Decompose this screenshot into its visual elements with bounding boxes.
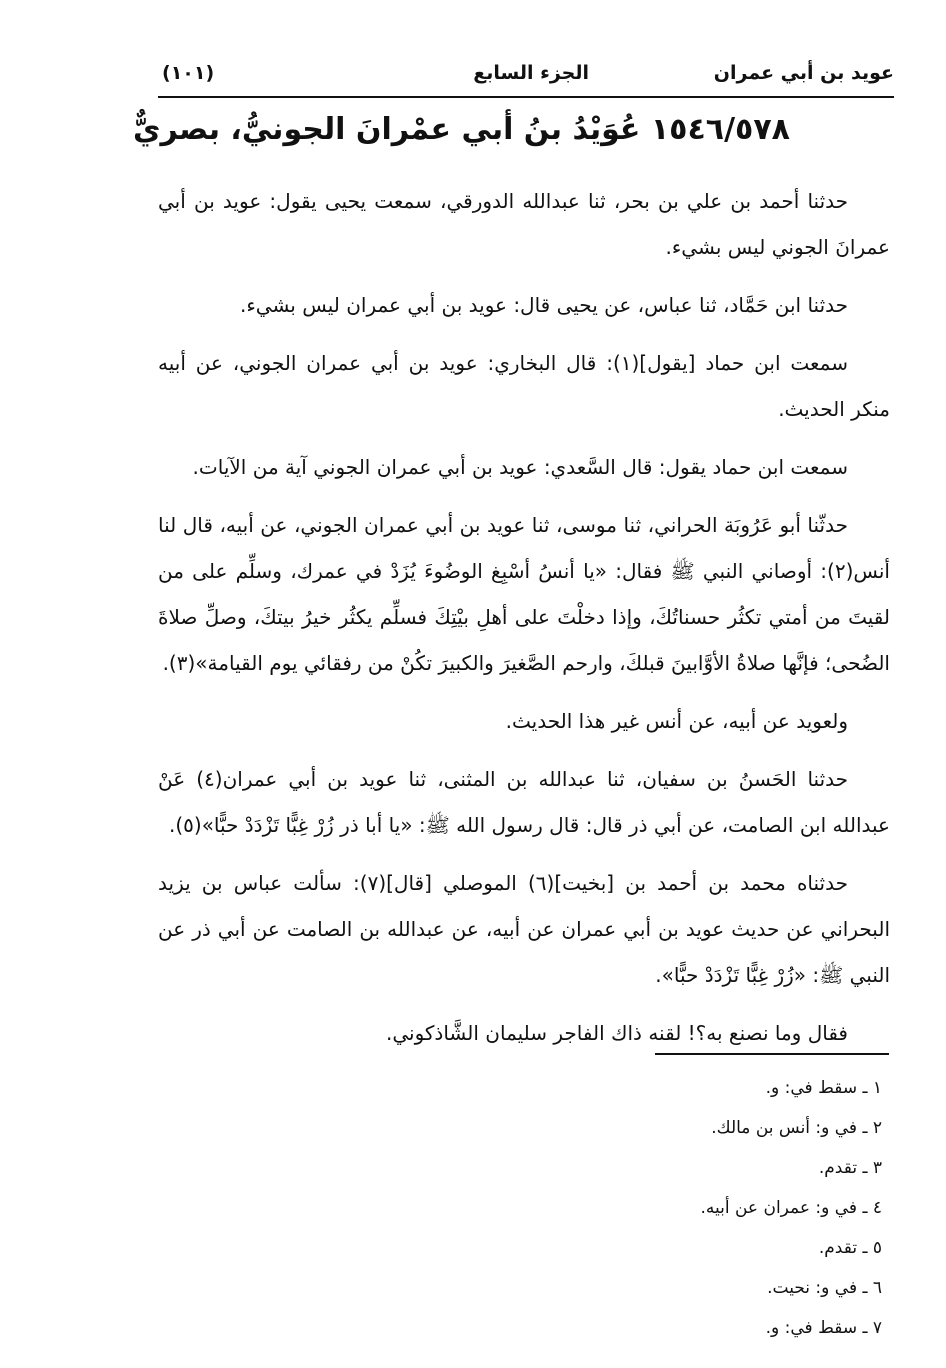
header-section-title: عويد بن أبي عمران bbox=[713, 62, 894, 84]
main-text bbox=[158, 178, 890, 1062]
footnote: ٧ ـ سقط في: و. bbox=[765, 1318, 882, 1338]
paragraph: حدثنا أحمد بن علي بن بحر، ثنا عبدالله الدورقي، سمعت يحيى يقول: عويد بن أبي عمرانَ الجوني ليس بشيء. bbox=[158, 189, 890, 259]
footnote: ٤ ـ في و: عمران عن أبيه. bbox=[700, 1198, 882, 1218]
footnote: ٣ ـ تقدم. bbox=[818, 1158, 882, 1178]
paragraph: حدثّنا أبو عَرُوبَة الحراني، ثنا موسى، ثنا عويد بن أبي عمران الجوني، عن أبيه، قال لنا أنس(٢): أوصاني النبي ﷺ فقال: «يا أنسُ أسْبِغ الوضُوءَ يُزَدْ في عمرك، وسلِّم على من لقيتَ من أمتي تكثُر حسناتُكَ، وإذا دخلْتَ على أهلِ بيْتِكَ فسلِّم يكثُر خيرُ بيتكَ، وصلِّ صلاةَ الضُحى؛ فإنَّها صلاةُ الأوَّابينَ قبلكَ، وارحم الصَّغيرَ والكبيرَ تكُنْ من رفقائي يوم القيامة»(٣). bbox=[158, 513, 890, 675]
page-number: (١٠١) bbox=[162, 62, 215, 84]
footnote: ٢ ـ في و: أنس بن مالك. bbox=[711, 1118, 882, 1138]
footnote: ١ ـ سقط في: و. bbox=[765, 1078, 882, 1098]
paragraph: حدثنا ابن حَمَّاد، ثنا عباس، عن يحيى قال: عويد بن أبي عمران ليس بشيء. bbox=[240, 293, 848, 317]
paragraph: حدثناه محمد بن أحمد بن [بخيت](٦) الموصلي [قال](٧): سألت عباس بن يزيد البحراني عن حديث عويد بن أبي عمران عن أبيه، عن عبدالله بن الصامت عن أبي ذر عن النبي ﷺ: «زُرْ غِبًّا تَزْدَدْ حبًّا». bbox=[158, 871, 890, 987]
entry-title: ١٥٤٦/٥٧٨ عُوَيْدُ بنُ أبي عمْرانَ الجونيُّ، بصريٌّ bbox=[133, 112, 790, 147]
paragraph: سمعت ابن حماد يقول: قال السَّعدي: عويد بن أبي عمران الجوني آية من الآيات. bbox=[192, 455, 848, 479]
paragraph: فقال وما نصنع به؟! لقنه ذاك الفاجر سليمان الشَّاذكوني. bbox=[385, 1021, 848, 1045]
paragraph: ولعويد عن أبيه، عن أنس غير هذا الحديث. bbox=[505, 709, 848, 733]
running-header bbox=[158, 58, 894, 98]
footnote: ٦ ـ في و: نحيت. bbox=[767, 1278, 882, 1298]
footnote-divider bbox=[655, 1053, 889, 1055]
footnote: ٥ ـ تقدم. bbox=[818, 1238, 882, 1258]
header-volume: الجزء السابع bbox=[473, 62, 589, 84]
paragraph: حدثنا الحَسنُ بن سفيان، ثنا عبدالله بن المثنى، ثنا عويد بن أبي عمران(٤) عَنْ عبدالله ابن الصامت، عن أبي ذر قال: قال رسول الله ﷺ: «يا أبا ذر زُرْ غِبًّا تَزْدَدْ حبًّا»(٥). bbox=[158, 767, 890, 837]
footnotes-list bbox=[500, 1068, 890, 1348]
paragraph: سمعت ابن حماد [يقول](١): قال البخاري: عويد بن أبي عمران الجوني، عن أبيه منكر الحديث. bbox=[158, 351, 890, 421]
